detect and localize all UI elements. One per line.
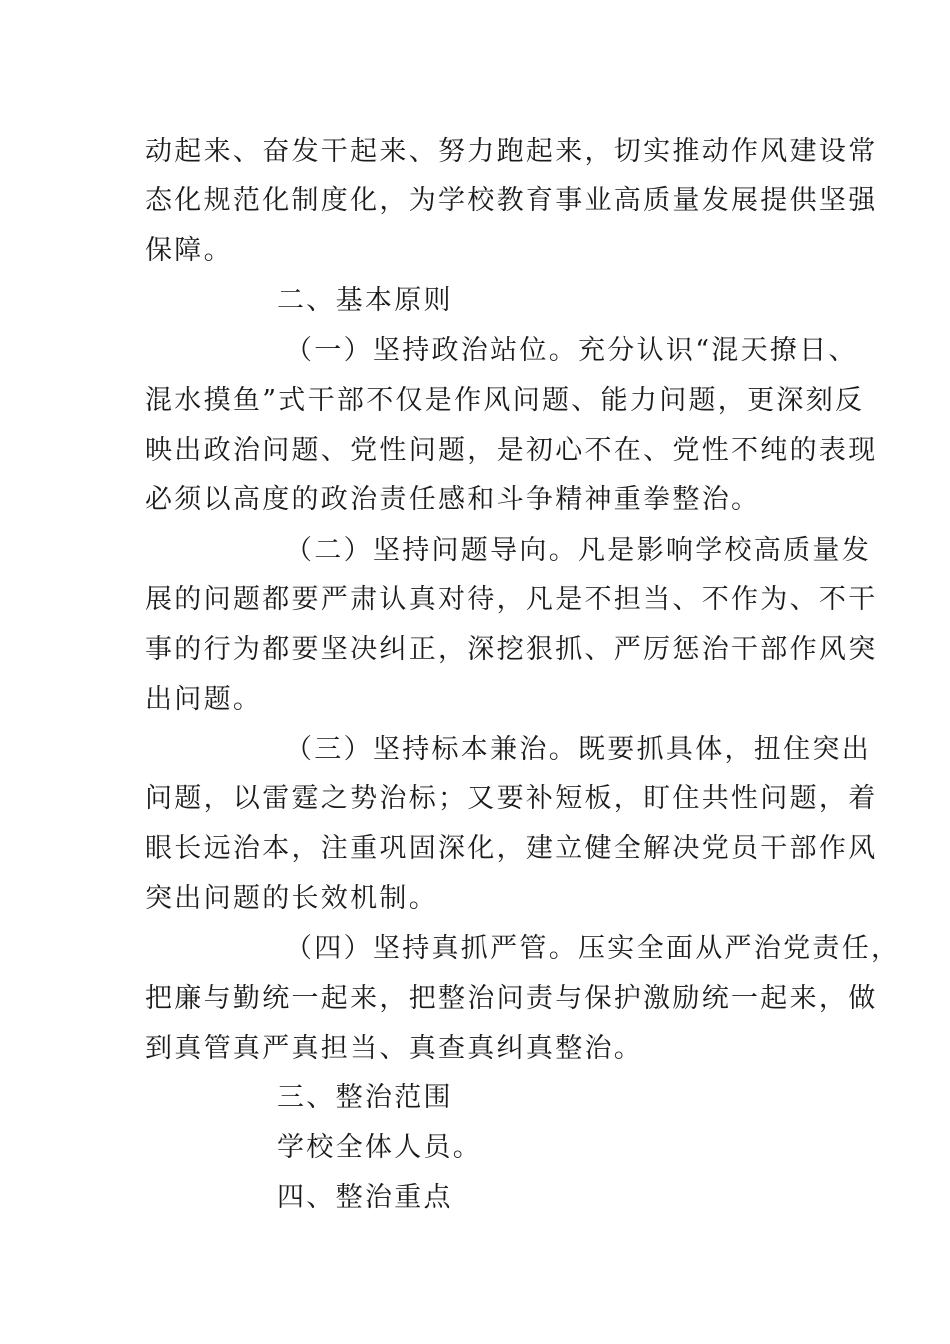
paragraph-line: 展的问题都要严肃认真对待，凡是不担当、不作为、不干 (145, 584, 878, 615)
paragraph-line: 混水摸鱼”式干部不仅是作风问题、能力问题，更深刻反 (145, 385, 865, 416)
paragraph-line: 出问题。 (145, 684, 263, 715)
paragraph-line: （四）坚持真抓严管。压实全面从严治党责任， (285, 933, 901, 964)
paragraph-line: 到真管真严真担当、真查真纠真整治。 (145, 1033, 644, 1064)
paragraph-line: 态化规范化制度化，为学校教育事业高质量发展提供坚强 (145, 185, 878, 216)
paragraph-line: 把廉与勤统一起来，把整治问责与保护激励统一起来，做 (145, 983, 878, 1014)
paragraph-line: （三）坚持标本兼治。既要抓具体，扭住突出 (285, 734, 871, 765)
section-heading: 四、整治重点 (277, 1182, 453, 1213)
paragraph-line: 眼长远治本，注重巩固深化，建立健全解决党员干部作风 (145, 833, 878, 864)
section-heading: 三、整治范围 (277, 1082, 453, 1113)
paragraph-line: 突出问题的长效机制。 (145, 883, 438, 914)
paragraph-line: 保障。 (145, 235, 233, 266)
paragraph-line: （二）坚持问题导向。凡是影响学校高质量发 (285, 535, 871, 566)
paragraph-line: 学校全体人员。 (277, 1132, 483, 1163)
paragraph-line: 动起来、奋发干起来、努力跑起来，切实推动作风建设常 (145, 136, 878, 167)
paragraph-line: 事的行为都要坚决纠正，深挖狠抓、严厉惩治干部作风突 (145, 634, 878, 665)
paragraph-line: 问题，以雷霆之势治标；又要补短板，盯住共性问题，着 (145, 783, 878, 814)
section-heading: 二、基本原则 (277, 285, 453, 316)
paragraph-line: 必须以高度的政治责任感和斗争精神重拳整治。 (145, 484, 761, 515)
paragraph-line: 映出政治问题、党性问题，是初心不在、党性不纯的表现 (145, 435, 878, 466)
paragraph-line: （一）坚持政治站位。充分认识“混天撩日、 (285, 335, 858, 366)
